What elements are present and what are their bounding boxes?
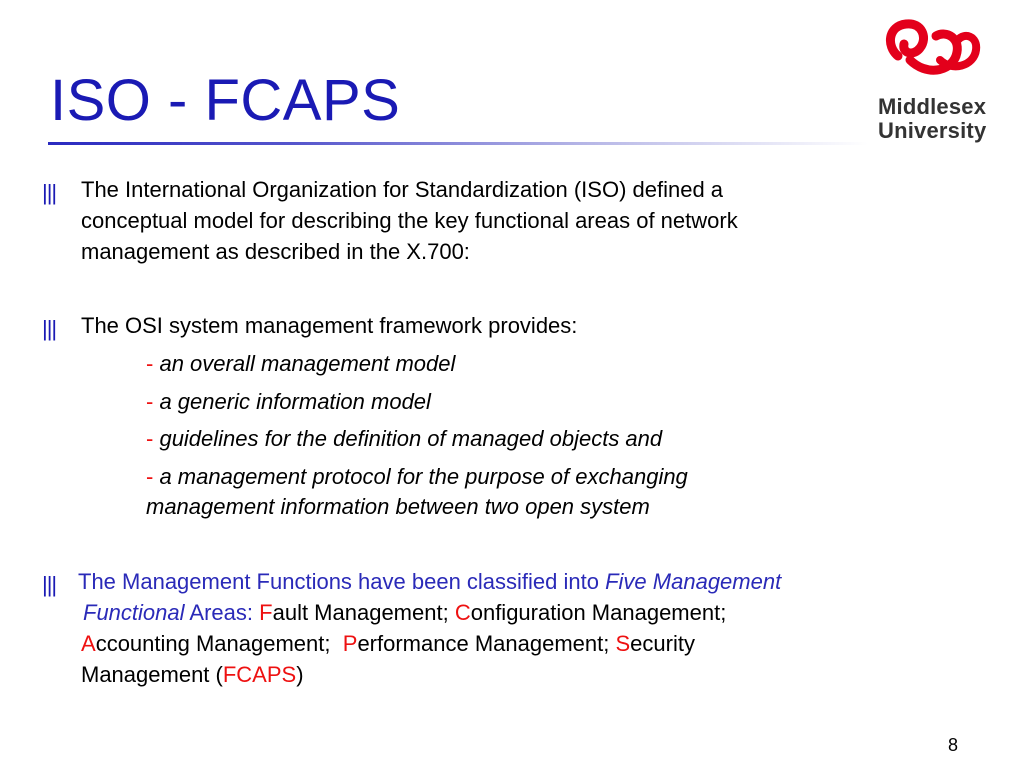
title-underline (48, 142, 868, 145)
dash-marker: - (146, 351, 154, 376)
bullet-icon: ||| (42, 316, 57, 341)
dash-marker: - (146, 464, 154, 489)
framework-item (146, 387, 431, 417)
paragraph2-intro: The OSI system management framework provides: (81, 313, 578, 338)
accounting-initial: A (81, 631, 96, 656)
framework-item (146, 349, 455, 379)
framework-item (146, 462, 688, 492)
framework-item-text: guidelines for the definition of managed objects and (159, 426, 663, 451)
fault-initial: F (259, 600, 273, 625)
bullet-icon: ||| (42, 180, 57, 205)
five-management-text: Five Management (605, 569, 782, 594)
framework-item-text: an overall management model (159, 351, 456, 376)
dash-marker: - (146, 389, 154, 414)
fcaps-acronym: FCAPS (222, 662, 297, 687)
paragraph1-line1: The International Organization for Standardization (ISO) defined a (81, 177, 724, 202)
dash-marker: - (146, 426, 154, 451)
paragraph1-line2: conceptual model for describing the key functional areas of network (81, 208, 738, 233)
logo-text-line1: Middlesex (878, 94, 987, 119)
close-paren: ) (296, 662, 304, 687)
management-open-text: Management ( (81, 662, 223, 687)
framework-item (146, 424, 662, 454)
framework-item-continuation: management information between two open system (146, 494, 650, 519)
configuration-rest: onfiguration Management; (470, 600, 727, 625)
slide-title: ISO - FCAPS (50, 68, 401, 133)
logo-text-line2: University (878, 118, 987, 143)
page-number: 8 (948, 735, 959, 755)
functional-text: Functional (83, 600, 185, 625)
paragraph3-line2 (83, 598, 726, 628)
fcaps-intro-text: The Management Functions have been classified into (78, 569, 599, 594)
performance-rest: erformance Management; (357, 631, 610, 656)
middlesex-university-logo (872, 16, 996, 146)
areas-text: Areas: (189, 600, 254, 625)
configuration-initial: C (454, 600, 471, 625)
framework-item-text: a management protocol for the purpose of exchanging (159, 464, 688, 489)
security-rest: ecurity (630, 631, 695, 656)
performance-initial: P (342, 631, 358, 656)
framework-item-text: a generic information model (159, 389, 431, 414)
bullet-icon: ||| (42, 572, 57, 597)
security-initial: S (615, 631, 631, 656)
fault-rest: ault Management; (272, 600, 449, 625)
accounting-rest: ccounting Management; (95, 631, 331, 656)
paragraph1-line3: management as described in the X.700: (81, 239, 470, 264)
paragraph3-line3 (81, 629, 695, 659)
paragraph3-line4 (81, 660, 304, 690)
paragraph3-line1 (78, 567, 781, 597)
university-swirl-icon (876, 16, 986, 88)
